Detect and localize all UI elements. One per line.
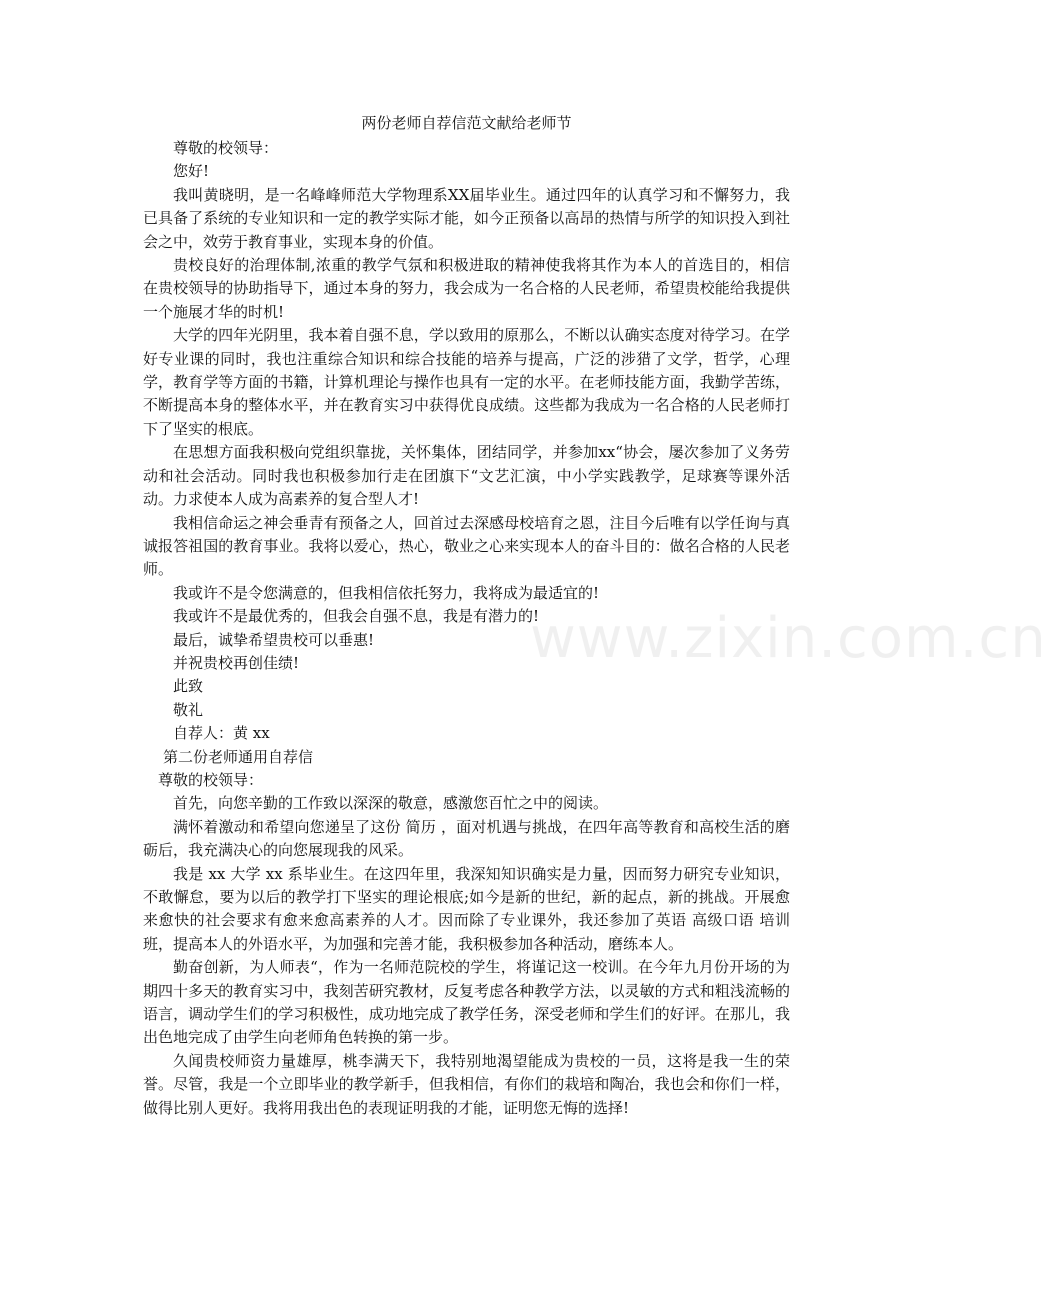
letter1-closing-line: 最后，诚挚希望贵校可以垂惠! bbox=[173, 630, 375, 649]
letter1-closing-line: 敬礼 bbox=[173, 700, 204, 719]
letter1-paragraph: 我叫黄晓明，是一名峰峰师范大学物理系XX届毕业生。通过四年的认真学习和不懈努力，我已具备了系统的专业知识和一定的教学实际才能，如今正预备以高昂的热情与所学的知识投入到社会之中，效劳于教育事业，实现本身的价值。 bbox=[143, 185, 790, 251]
letter1-paragraph: 大学的四年光阴里，我本着自强不息，学以致用的原那么，不断以认确实态度对待学习。在学好专业课的同时，我也注重综合知识和综合技能的培养与提高，广泛的涉猎了文学，哲学，心理学，教育学等方面的书籍，计算机理论与操作也具有一定的水平。在老师技能方面，我勤学苦练，不断提高本身的整体水平，并在教育实习中获得优良成绩。这些都为我成为一名合格的人民老师打下了坚实的根底。 bbox=[143, 326, 790, 438]
document-title: 两份老师自荐信范文献给老师节 bbox=[361, 114, 572, 132]
document-body bbox=[143, 111, 790, 1120]
letter2-paragraph: 我是 xx 大学 xx 系毕业生。在这四年里，我深知知识确实是力量，因而努力研究专业知识，不敢懈怠，要为以后的教学打下坚实的理论根底;如今是新的世纪，新的起点，新的挑战。开展愈来愈快的社会要求有愈来愈高素养的人才。因而除了专业课外，我还参加了英语 高级口语 培训 班，提高本人的外语水平，为加强和完善才能，我积极参加各种活动，磨练本人。 bbox=[143, 864, 790, 953]
letter1-salutation: 尊敬的校领导： bbox=[173, 139, 279, 157]
letter1-paragraph: 我相信命运之神会垂青有预备之人，回首过去深感母校培育之恩，注目今后唯有以学任询与真诚报答祖国的教育事业。我将以爱心，热心，敬业之心来实现本人的奋斗目的：做名合格的人民老师。 bbox=[143, 513, 790, 579]
letter2-paragraph: 满怀着激动和希望向您递呈了这份 简历 ，面对机遇与挑战，在四年高等教育和高校生活的磨砺后，我充满决心的向您展现我的风采。 bbox=[143, 817, 790, 860]
letter1-greeting: 您好! bbox=[173, 162, 210, 181]
letter2-paragraph: 首先，向您辛勤的工作致以深深的敬意，感激您百忙之中的阅读。 bbox=[173, 794, 609, 813]
letter2-heading: 第二份老师通用自荐信 bbox=[162, 747, 313, 766]
letter1-closing-line: 此致 bbox=[173, 677, 204, 696]
letter2-paragraph: 勤奋创新，为人师表“，作为一名师范院校的学生，将谨记这一校训。在今年九月份开场的为期四十多天的教育实习中，我刻苦研究教材，反复考虑各种教学方法，以灵敏的方式和粗浅流畅的语言，调动学生们的学习积极性，成功地完成了教学任务，深受老师和学生们的好评。在那儿，我出色地完成了由学生向老师角色转换的第一步。 bbox=[143, 958, 790, 1047]
letter1-closing-line: 我或许不是最优秀的，但我会自强不息，我是有潜力的! bbox=[173, 607, 540, 626]
letter1-closing-line: 我或许不是令您满意的，但我相信依托努力，我将成为最适宜的! bbox=[173, 583, 600, 602]
watermark: www.zixin.com.cn bbox=[530, 606, 1047, 671]
letter2-salutation: 尊敬的校领导： bbox=[158, 770, 264, 789]
letter1-paragraph: 在思想方面我积极向党组织靠拢，关怀集体，团结同学，并参加xx“协会，屡次参加了义务劳动和社会活动。同时我也积极参加行走在团旗下“文艺汇演，中小学实践教学，足球赛等课外活动。力求使本人成为高素养的复合型人才! bbox=[143, 443, 790, 509]
letter1-closing-line: 并祝贵校再创佳绩! bbox=[173, 653, 300, 672]
letter1-signature: 自荐人：黄 xx bbox=[173, 724, 270, 743]
letter1-paragraph: 贵校良好的治理体制,浓重的教学气氛和积极进取的精神使我将其作为本人的首选目的，相信在贵校领导的协助指导下，通过本身的努力，我会成为一名合格的人民老师，希望贵校能给我提供一个施展才华的时机! bbox=[143, 256, 790, 321]
letter2-paragraph: 久闻贵校师资力量雄厚，桃李满天下，我特别地渴望能成为贵校的一员，这将是我一生的荣誉。尽管，我是一个立即毕业的教学新手，但我相信，有你们的栽培和陶冶，我也会和你们一样，做得比别人更好。我将用我出色的表现证明我的才能，证明您无悔的选择! bbox=[143, 1051, 790, 1117]
